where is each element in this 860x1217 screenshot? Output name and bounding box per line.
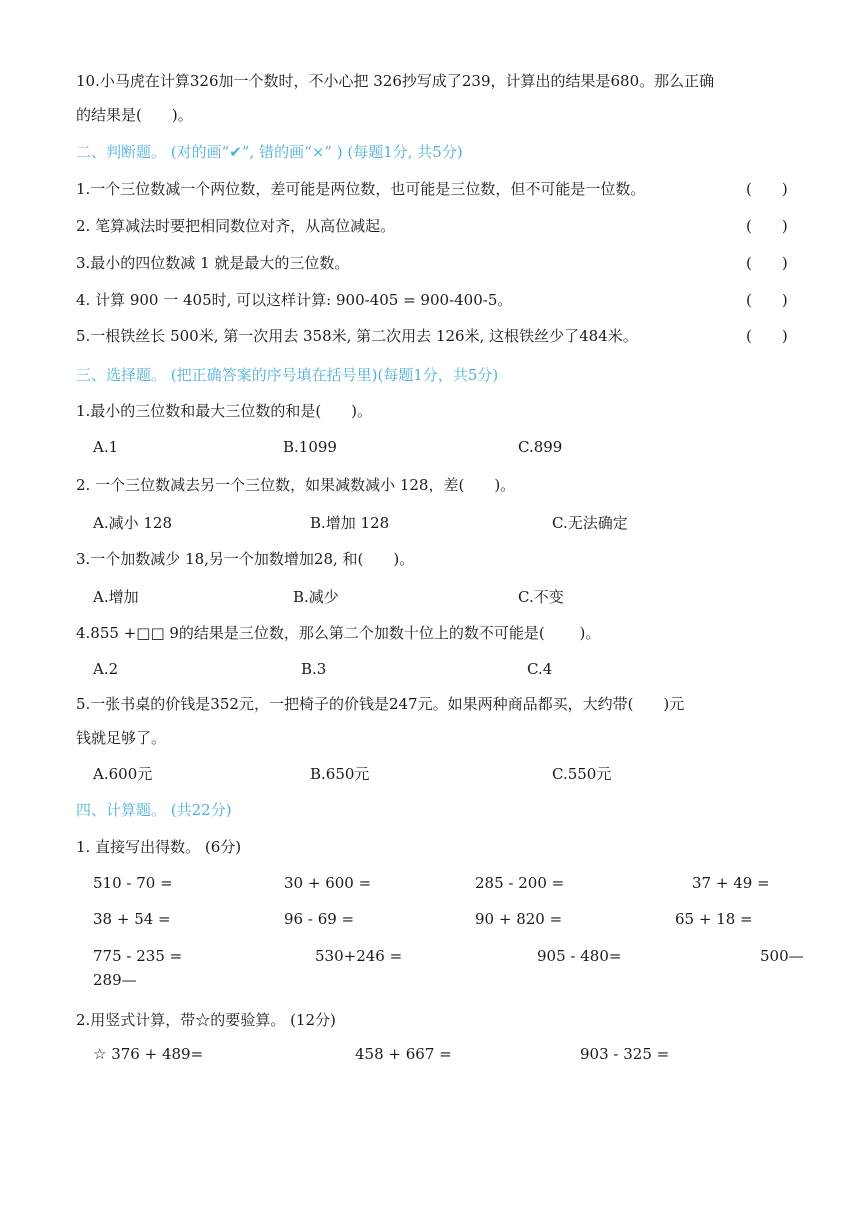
choice-q2-stem: 2. 一个三位数减去另一个三位数，如果减数减小 128，差( )。 xyxy=(76,476,516,494)
calc-item: 905 - 480= xyxy=(537,947,622,965)
calc-item: 510 - 70 = xyxy=(93,874,173,892)
calc-item-wrap: 289— xyxy=(93,971,137,989)
judge-answer-paren-1: ( ) xyxy=(746,180,788,198)
calc-item: 285 - 200 = xyxy=(475,874,565,892)
choice-q4-option-b: B.3 xyxy=(301,660,327,678)
calc-item: 37 + 49 = xyxy=(692,874,770,892)
choice-q5-option-a: A.600元 xyxy=(93,765,153,783)
judge-item-4: 4. 计算 900 一 405时, 可以这样计算: 900-405 = 900-400-5。 xyxy=(76,291,513,309)
question-10-line-1: 10.小马虎在计算326加一个数时，不小心把 326抄写成了239，计算出的结果是680。那么正确 xyxy=(76,72,715,90)
calc-item: 65 + 18 = xyxy=(675,910,753,928)
choice-q1-option-b: B.1099 xyxy=(283,438,337,456)
calc-item: 30 + 600 = xyxy=(284,874,372,892)
choice-q1-option-c: C.899 xyxy=(518,438,563,456)
choice-q4-option-c: C.4 xyxy=(527,660,553,678)
judge-item-5: 5.一根铁丝长 500米, 第一次用去 358米, 第二次用去 126米, 这根铁丝少了484米。 xyxy=(76,327,638,345)
judge-answer-paren-4: ( ) xyxy=(746,291,788,309)
choice-q4-option-a: A.2 xyxy=(93,660,119,678)
calc-item: 500— xyxy=(760,947,804,965)
choice-q2-option-b: B.增加 128 xyxy=(310,514,390,532)
choice-q3-option-a: A.增加 xyxy=(93,588,139,606)
judge-item-1: 1.一个三位数减一个两位数，差可能是两位数，也可能是三位数，但不可能是一位数。 xyxy=(76,180,646,198)
calc-item: 38 + 54 = xyxy=(93,910,171,928)
choice-q5-stem-line-2: 钱就足够了。 xyxy=(76,729,167,747)
choice-q5-option-c: C.550元 xyxy=(552,765,612,783)
choice-q5-option-b: B.650元 xyxy=(310,765,370,783)
choice-q4-stem: 4.855 +□□ 9的结果是三位数，那么第二个加数十位上的数不可能是( )。 xyxy=(76,624,601,642)
choice-q1-option-a: A.1 xyxy=(93,438,119,456)
choice-q5-stem-line-1: 5.一张书桌的价钱是352元，一把椅子的价钱是247元。如果两种商品都买，大约带( )元 xyxy=(76,695,685,713)
calc-item: 90 + 820 = xyxy=(475,910,563,928)
judge-item-3: 3.最小的四位数减 1 就是最大的三位数。 xyxy=(76,254,350,272)
choice-q3-option-c: C.不变 xyxy=(518,588,564,606)
calc-part-2-title: 2.用竖式计算，带☆的要验算。 (12分) xyxy=(76,1011,336,1029)
question-10-line-2: 的结果是( )。 xyxy=(76,106,193,124)
choice-q2-option-c: C.无法确定 xyxy=(552,514,628,532)
calc-item: 775 - 235 = xyxy=(93,947,183,965)
choice-q2-option-a: A.减小 128 xyxy=(93,514,172,532)
judge-answer-paren-2: ( ) xyxy=(746,217,788,235)
vertical-calc-item: ☆ 376 + 489= xyxy=(93,1045,204,1063)
section-3-heading: 三、选择题。 (把正确答案的序号填在括号里)(每题1分，共5分) xyxy=(76,366,499,384)
vertical-calc-item: 903 - 325 = xyxy=(580,1045,670,1063)
choice-q1-stem: 1.最小的三位数和最大三位数的和是( )。 xyxy=(76,402,373,420)
choice-q3-stem: 3.一个加数减少 18,另一个加数增加28, 和( )。 xyxy=(76,550,415,568)
calc-item: 530+246 = xyxy=(315,947,403,965)
judge-item-2: 2. 笔算减法时要把相同数位对齐，从高位减起。 xyxy=(76,217,396,235)
calc-part-1-title: 1. 直接写出得数。 (6分) xyxy=(76,838,242,856)
judge-answer-paren-5: ( ) xyxy=(746,327,788,345)
calc-item: 96 - 69 = xyxy=(284,910,355,928)
judge-answer-paren-3: ( ) xyxy=(746,254,788,272)
vertical-calc-item: 458 + 667 = xyxy=(355,1045,452,1063)
section-2-heading: 二、判断题。 (对的画“✔”, 错的画“×” ) (每题1分, 共5分) xyxy=(76,143,463,161)
choice-q3-option-b: B.减少 xyxy=(293,588,339,606)
section-4-heading: 四、计算题。 (共22分) xyxy=(76,801,232,819)
